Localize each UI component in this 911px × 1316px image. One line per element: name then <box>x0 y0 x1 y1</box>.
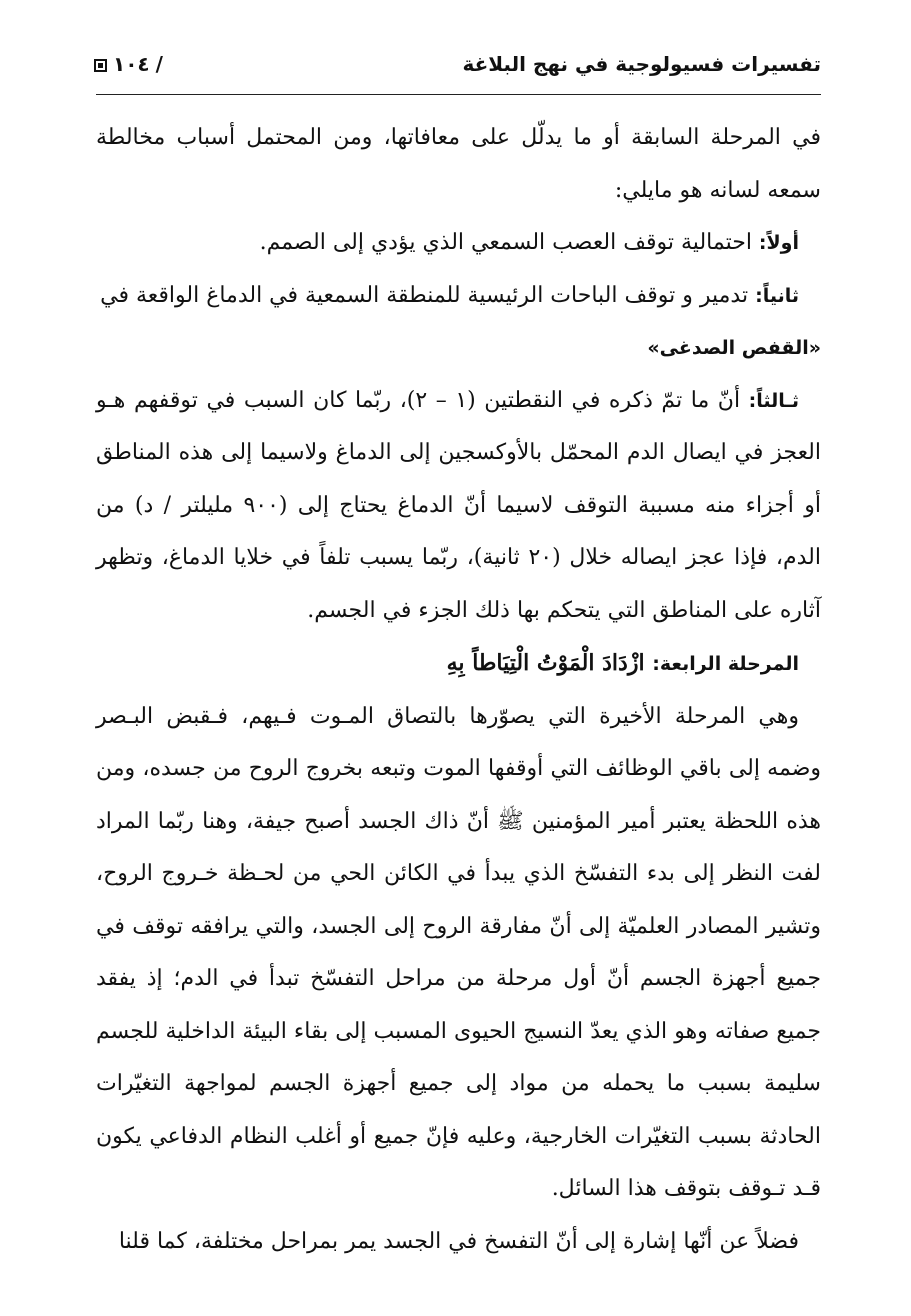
item-label-second: ثانياً: <box>755 284 799 307</box>
stage-label: المرحلة الرابعة: <box>652 653 799 675</box>
paragraph-continuation: في المرحلة السابقة أو ما يدلّل على معافاتها، ومن المحتمل أسباب مخالطة سمعه لسانه هو مايلي: <box>96 125 821 203</box>
paragraph-final: فضلاً عن أنّها إشارة إلى أنّ التفسخ في الجسد يمر بمراحل مختلفة، كما قلنا <box>118 1228 799 1254</box>
stage-heading <box>96 637 821 691</box>
item-text-first: احتمالية توقف العصب السمعي الذي يؤدي إلى الصمم. <box>259 230 759 255</box>
page-body <box>96 112 821 1268</box>
list-item-third <box>96 375 821 638</box>
page-folio <box>94 52 169 76</box>
running-title: تفسيرات فسيولوجية في نهج البلاغة <box>462 52 821 76</box>
item-label-third: ثـالثاً: <box>748 389 799 412</box>
stage-quote: ازْدَادَ الْمَوْتُ الْتِيَاطاً بِهِ <box>446 650 653 676</box>
list-item-second <box>96 270 821 323</box>
skull-region-term: «القفص الصدغى» <box>647 337 821 359</box>
square-ornament-icon <box>94 59 107 72</box>
item-label-first: أولاً: <box>758 232 799 254</box>
item-text-second: تدمير و توقف الباحات الرئيسية للمنطقة السمعية في الدماغ الواقعة في <box>100 282 756 308</box>
header-rule <box>96 94 821 95</box>
page-header <box>94 46 821 86</box>
item-text-third: أنّ ما تمّ ذكره في النقطتين (١ – ٢)، ربّما كان السبب في توقفهم هـو العجز في ايصال الدم المحمّل بالأوكسجين إلى الدماغ ولاسيما إلى هذه المناطق أو أجزاء منه مسببة التوقف لاسيما أنّ الدماغ يحتاج إلى (٩٠٠ مليلتر / د) من الدم، فإذا عجز ايصاله خلال (٢٠ ثانية)، ربّما يسبب تلفاً في خلايا الدماغ، وتظهر آثاره على المناطق التي يتحكم بها ذلك الجزء في الجسم. <box>96 387 821 623</box>
paragraph-fourth-stage: وهي المرحلة الأخيرة التي يصوّرها بالتصاق المـوت فـيهم، فـقبض البـصر وضمه إلى باقي الوظائف التي أوقفها الموت وتبعه بخروج الروح من جسده، ومن هذه اللحظة يعتبر أمير المؤمنين ﷺ أنّ ذاك الجسد أصبح جيفة، وهنا ربّما المراد لفت النظر إلى بدء التفسّخ الذي يبدأ في الكائن الحي من لحـظة خـروج الروح، وتشير المصادر العلميّة إلى أنّ مفارقة الروح إلى الجسد، والتي يرافقه توقف في جميع أجهزة الجسم أنّ أول مرحلة من مراحل التفسّخ تبدأ في الدم؛ إذ يفقد جميع صفاته وهو الذي يعدّ النسيج الحيوى المسبب إلى بقاء البيئة الداخلية للجسم سليمة بسبب ما يحمله من مواد إلى جميع أجهزة الجسم لمواجهة التغيّرات الحادثة بسبب التغيّرات الخارجية، وعليه فإنّ جميع أو أغلب النظام الدفاعي يكون قـد تـوقف بتوقف هذا السائل. <box>96 703 821 1201</box>
list-item-first <box>96 217 821 270</box>
item-continuation-second <box>96 322 821 375</box>
folio-separator: / <box>155 52 163 76</box>
page-number: ١٠٤ <box>113 52 150 76</box>
